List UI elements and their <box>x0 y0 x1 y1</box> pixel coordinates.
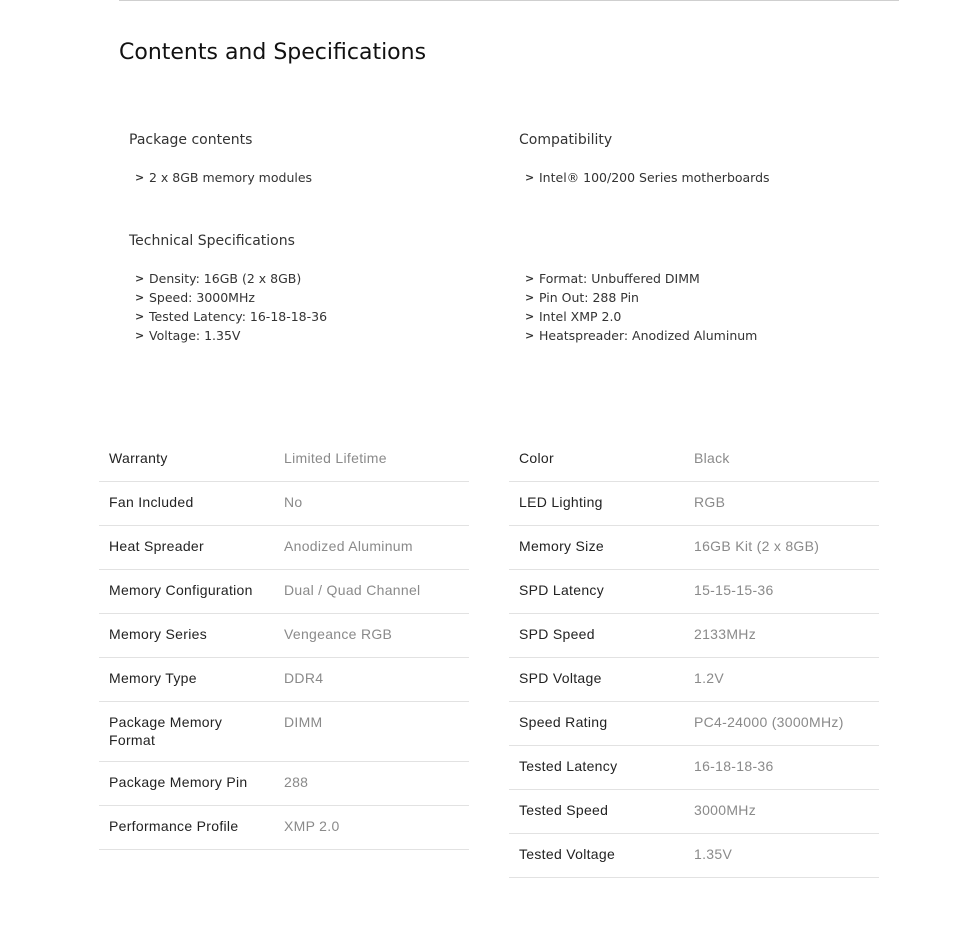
attribute-value: Anodized Aluminum <box>284 538 413 554</box>
attribute-value: Limited Lifetime <box>284 450 387 466</box>
attribute-name: SPD Latency <box>519 582 605 598</box>
top-divider <box>119 0 899 1</box>
technical-specifications-right-list <box>519 269 879 345</box>
list-item: > Heatspreader: Anodized Aluminum <box>525 328 758 343</box>
list-item: > Intel® 100/200 Series motherboards <box>525 170 770 185</box>
attribute-name: Color <box>519 450 554 466</box>
attribute-name: Tested Latency <box>519 758 618 774</box>
attribute-value: Black <box>694 450 730 466</box>
attribute-value: 288 <box>284 774 309 790</box>
attribute-value: PC4-24000 (3000MHz) <box>694 714 844 730</box>
attribute-name: Warranty <box>109 450 168 466</box>
compatibility-list <box>519 168 879 187</box>
table-row <box>509 746 879 790</box>
attribute-value: 1.35V <box>694 846 733 862</box>
attribute-name: Memory Size <box>519 538 604 554</box>
table-row <box>509 834 879 878</box>
attribute-name: Memory Type <box>109 670 197 686</box>
list-item: > Pin Out: 288 Pin <box>525 290 639 305</box>
attribute-name: Tested Voltage <box>519 846 616 862</box>
package-contents-heading: Package contents <box>129 132 253 148</box>
table-row <box>99 702 469 762</box>
attribute-value: Vengeance RGB <box>284 626 393 642</box>
chevron-right-icon: > <box>135 272 145 285</box>
attribute-value: 15-15-15-36 <box>694 582 774 598</box>
table-row <box>509 482 879 526</box>
attribute-name: SPD Voltage <box>519 670 602 686</box>
table-row <box>509 790 879 834</box>
attribute-name: Heat Spreader <box>109 538 204 554</box>
table-row <box>509 702 879 746</box>
attribute-name: Package Memory Format <box>109 714 223 748</box>
chevron-right-icon: > <box>135 171 145 184</box>
list-item: > Tested Latency: 16-18-18-36 <box>135 309 328 324</box>
attributes-table-left <box>99 438 469 850</box>
table-row <box>99 762 469 806</box>
table-row <box>509 526 879 570</box>
table-row <box>509 614 879 658</box>
chevron-right-icon: > <box>135 310 145 323</box>
attribute-name: Memory Configuration <box>109 582 253 598</box>
compatibility-section <box>519 131 879 187</box>
chevron-right-icon: > <box>135 291 145 304</box>
page-title: Contents and Specifications <box>119 40 427 65</box>
list-item: > Format: Unbuffered DIMM <box>525 271 700 286</box>
attribute-value: DIMM <box>284 714 323 730</box>
attribute-value: 3000MHz <box>694 802 757 818</box>
technical-specifications-heading: Technical Specifications <box>129 233 295 249</box>
chevron-right-icon: > <box>525 272 535 285</box>
compatibility-heading: Compatibility <box>519 132 613 148</box>
attribute-name: Speed Rating <box>519 714 608 730</box>
attribute-value: RGB <box>694 494 726 510</box>
table-row <box>99 658 469 702</box>
package-contents-list <box>129 168 489 187</box>
list-item: > Speed: 3000MHz <box>135 290 255 305</box>
technical-specifications-section <box>129 232 489 345</box>
attributes-table-right <box>509 438 879 878</box>
package-contents-section <box>129 131 489 187</box>
attribute-value: 16-18-18-36 <box>694 758 774 774</box>
table-row <box>99 614 469 658</box>
technical-specifications-right <box>519 269 879 345</box>
table-row <box>509 658 879 702</box>
chevron-right-icon: > <box>525 310 535 323</box>
list-item: > Voltage: 1.35V <box>135 328 241 343</box>
chevron-right-icon: > <box>525 329 535 342</box>
attribute-value: No <box>284 494 303 510</box>
table-row <box>99 482 469 526</box>
attribute-value: 2133MHz <box>694 626 757 642</box>
attribute-name: Memory Series <box>109 626 208 642</box>
table-row <box>99 806 469 850</box>
attribute-name: SPD Speed <box>519 626 595 642</box>
chevron-right-icon: > <box>525 171 535 184</box>
attribute-value: 1.2V <box>694 670 724 686</box>
technical-specifications-left-list <box>129 269 489 345</box>
attribute-value: DDR4 <box>284 670 324 686</box>
chevron-right-icon: > <box>525 291 535 304</box>
table-row <box>99 570 469 614</box>
attribute-value: XMP 2.0 <box>284 818 340 834</box>
table-row <box>99 438 469 482</box>
table-row <box>509 438 879 482</box>
list-item: > 2 x 8GB memory modules <box>135 170 313 185</box>
attribute-name: LED Lighting <box>519 494 603 510</box>
attribute-value: Dual / Quad Channel <box>284 582 421 598</box>
chevron-right-icon: > <box>135 329 145 342</box>
list-item: > Intel XMP 2.0 <box>525 309 622 324</box>
table-row <box>99 526 469 570</box>
attribute-value: 16GB Kit (2 x 8GB) <box>694 538 820 554</box>
table-row <box>509 570 879 614</box>
attribute-name: Package Memory Pin <box>109 774 248 790</box>
list-item: > Density: 16GB (2 x 8GB) <box>135 271 302 286</box>
attribute-name: Fan Included <box>109 494 194 510</box>
attribute-name: Tested Speed <box>519 802 609 818</box>
attribute-name: Performance Profile <box>109 818 239 834</box>
